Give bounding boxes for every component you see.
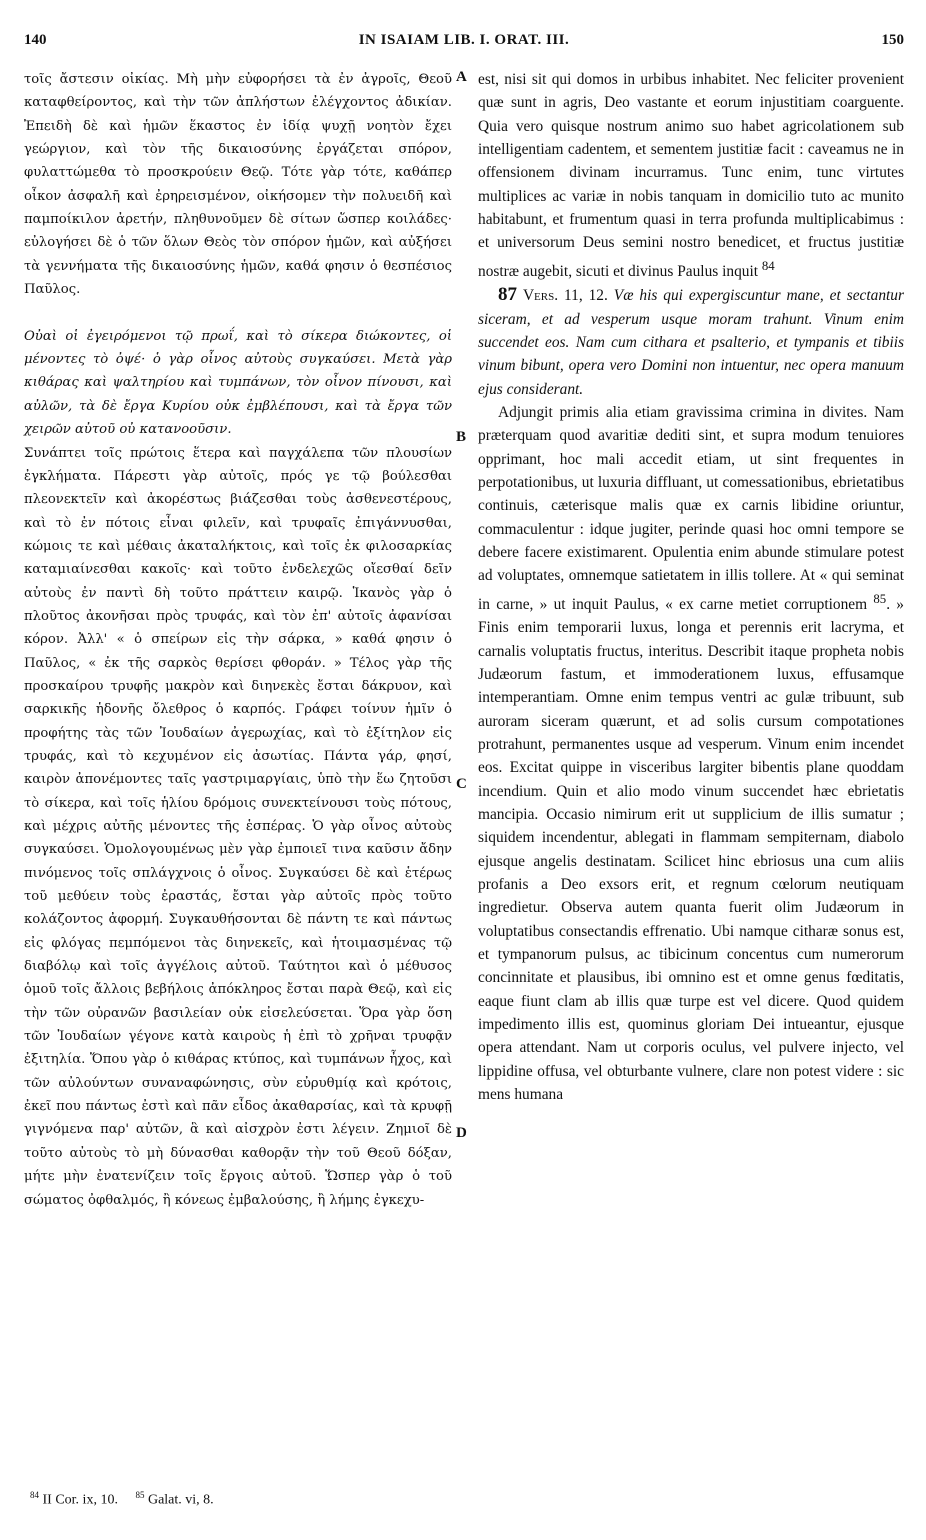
latin-lemma-text: Væ his qui expergiscuntur mane, et sectantur siceram, et ad vesperum usque moram trahunt. Vinum enim succendet eos. Nam cum cithara et psalterio, et tympanis et tibiis vinum bibunt, opera vero Domini non intuentur, nec opera manuum ejus considerant. (478, 287, 904, 398)
greek-paragraph-3: Συνάπτει τοῖς πρώτοις ἕτερα καὶ παγχάλεπα τῶν πλουσίων ἐγκλήματα. Πάρεστι γὰρ αὐτοῖς, πρός γε τῷ βούλεσθαι πλεονεκτεῖν καὶ ἀκορέστως βιάζεσθαι τοὺς ἀσθενεστέρους, καὶ τὸ ἐν πότοις εἶναι φιλεῖν, καὶ τρυφαῖς ἐπιγάννυσθαι, κώμοις τε καὶ μέθαις ἀκαταλήκτοις, καὶ τοῖς ἐκ φιλοσαρκίας καταμιαίνεσθαι κακοῖς· καὶ τοῦτο ἐνδελεχῶς οἴεσθαί δεῖν αὐτοὺς ἐν παντὶ δὴ τοῦτο πράττειν καιρῷ. Ἱκανὸς γὰρ ὁ πλοῦτος ἀκονῆσαι πρὸς τρυφάς, καὶ τὸν ἐπ' αὐτοῖς ἀφανίσαι κόρον. Ἀλλ' « ὁ σπείρων εἰς τὴν σάρκα, » καθά φησιν ὁ Παῦλος, « ἐκ τῆς σαρκὸς θερίσει φθοράν. » Τέλος γὰρ τῆς προσκαίρου τρυφῆς μακρὸν καὶ διηνεκὲς ἔσται δάκρυον, καὶ σαρκικῆς ἡδονῆς ὄλεθρος ὁ καρπός. Γράφει τοίνυν ἡμῖν ὁ προφήτης τὰς τῶν Ἰουδαίων ἀγερωχίας, καὶ τὸ ἐξίτηλον εἰς τρυφάς, καὶ τὸ κεχυμένον εἰς ἀσωτίας. Πάντα γάρ, φησί, καιρὸν ἀπονέμοντες ταῖς γαστριμαργίαις, ὑπὸ τὴν ἕω ζητοῦσι τὸ σίκερα, καὶ τοῖς ἡλίου δρόμοις συνεκτείνουσι τοὺς πότους, καὶ μέχρις αὐτῆς μένοντες τῆς ἑσπέρας. Ὁ γὰρ οἶνος αὐτοὺς συγκαύσει. Ὁμολογουμένως μὲν γὰρ ἐμποιεῖ τινα καῦσιν ἄδην πινόμενος τοῖς σπλάγχνοις ὁ οἶνος. Συγκαύσει δὲ καὶ ἑτέρως τοῦ μεθύειν τοὺς ἐραστάς, ἔσται γὰρ αὐτοῖς πρὸς τοῦτο κολάζοντος ἀφορμή. Συγκαυθήσονται δὲ πάντη τε καὶ πάντως εἰς φλόγας πεμπόμενοι τὰς διηνεκεῖς, καὶ ἡτοιμασμένας τῷ διαβόλῳ καὶ τοῖς ἀγγέλοις αὐτοῦ. Ταύτητοι καὶ ὁ μέθυσος ὁμοῦ τοῖς ἄλλοις βεβήλοις ἀπόκληρος ἔσται παρὰ Θεῷ, καὶ εἰς τὴν τῶν οὐρανῶν βασιλείαν οὐκ εἰσελεύσεται. Ὅρα γὰρ ὅση τῶν Ἰουδαίων γέγονε κατὰ καιροὺς ἡ ἐπὶ τὸ χρῆναι τρυφᾷν ἐξιτηλία. Ὅπου γὰρ ὁ κιθάρας κτύπος, καὶ τυμπάνων ἦχος, καὶ τῶν αὐλούντων συναναφώνησις, σὺν εὐρυθμίᾳ καὶ κρότοις, ἐκεῖ που πάντως ἐστὶ καὶ πᾶν εἶδος ἀκαθαρσίας, καὶ τὰ κρυφῇ γιγνόμενα παρ' αὐτῶν, ἃ καὶ αἰσχρὸν ἐστι λέγειν. Ζημιοῖ δὲ τοῦτο αὐτοὺς τὸ μὴ δύνασθαι καθορᾷν τὴν τοῦ Θεοῦ δόξαν, μήτε μὴν ἐνατενίζειν τοῖς ἔργοις αὐτοῦ. Ὥσπερ γὰρ ὁ τοῦ σώματος ὀφθαλμός, ἢ κόνεως ἐμβαλούσης, ἢ λήμης ἐγκεχυ- (24, 445, 452, 1208)
footnote-ref-84: 84 (761, 258, 775, 273)
greek-paragraph-1: τοῖς ἄστεσιν οἰκίας. Μὴ μὴν εὐφορήσει τὰ ἐν ἀγροῖς, Θεοῦ καταφθείροντος, καὶ τὴν τῶν ἀπλήστων ἐλέγχοντος ἀδικίαν. Ἐπειδὴ δὲ καὶ ἡμῶν ἕκαστος ἐν ἰδίᾳ ψυχῇ νοητὸν ἔχει γεώργιον, καὶ τὸν τῆς δικαιοσύνης ἐργάζεται σπόρον, φυλαττώμεθα τὸ προσκρούειν Θεῷ. Τότε γὰρ τότε, καθάπερ οἶκον ἀσφαλῆ καὶ ἐρηρεισμένον, οἰκήσομεν τὴν πολυειδῆ καὶ παμποίκιλον ἀρετήν, πληθυνοῦμεν δὲ σίτων ὥσπερ κοιλάδες· εὐλογήσει δὲ ὁ τῶν ὅλων Θεὸς τὸν σπόρον ἡμῶν, καὶ αὐξήσει τὰ γεννήματα τῆς δικαιοσύνης ἡμῶν, καθά φησιν ὁ θεσπέσιος Παῦλος. (24, 72, 452, 298)
latin-scripture-lemma (478, 283, 904, 401)
latin-paragraph-3a: Adjungit primis alia etiam gravissima crimina in divites. Nam præterquam quod avaritiæ dediti sint, et supra modum tenuiores opprimant, hoc mali accedit etiam, ut sint frequentes in perpotationibus, ut luxuria diffluant, ut comessationibus, ebrietatibus continuis, cæterisque malis quæ ex carnis libidine oriuntur, commaculentur : idque jugiter, perinde quasi hoc omni tempore se debere facere existimarent. Opulentia enim abunde stimulare potest ad voluptates, omnemque satietatem in illis tollere. At « qui seminat in carne, » ut inquit Paulus, « ex carne metiet corruptionem (478, 403, 904, 613)
footnote-84: II Cor. ix, 10. (42, 1492, 118, 1508)
footnote-ref-85: 85 (873, 591, 887, 606)
running-title: IN ISAIAM LIB. I. ORAT. III. (358, 32, 570, 48)
latin-paragraph-1 (478, 68, 904, 283)
margin-letter-c: C (456, 776, 467, 792)
page-number-right: 150 (881, 32, 904, 48)
latin-column (478, 68, 904, 1106)
margin-letter-b: B (456, 429, 467, 445)
latin-paragraph-1-text: est, nisi sit qui domos in urbibus inhabitet. Nec feliciter provenient quæ sunt in agris, Deo vastante et eorum injustitiam coarguente. Quia vero quisque nostrum animo suo habet agricolationem sub intelligentiam cadentem, et sementem justitiæ facit : caveamus ne in offensionem divinam incurramus. Tunc enim, tunc virtutes multiplices ac variæ in nobis tanquam in domicilio tuto ac munito habitabunt, et frumentum quasi in terra profunda multiplicabimus : et universorum Deus semini nostro benedicet, et fructus justitiæ nostræ augebit, sicuti et divinus Paulus inquit (478, 71, 904, 280)
footnote-85: Galat. vi, 8. (147, 1492, 214, 1508)
section-number: 87 (498, 284, 517, 306)
page-header (24, 32, 904, 56)
margin-letter-d: D (456, 1125, 467, 1141)
latin-paragraph-3 (478, 401, 904, 1106)
footnote-number-85: 85 (135, 1490, 145, 1500)
greek-column (24, 68, 452, 1212)
margin-letter-a: A (456, 69, 467, 85)
verse-label: Vers. (522, 287, 559, 305)
greek-scripture-lemma: Οὐαὶ οἱ ἐγειρόμενοι τῷ πρωΐ, καὶ τὸ σίκερα διώκοντες, οἱ μένοντες τὸ ὀψέ· ὁ γὰρ οἶνος αὐτοὺς συγκαύσει. Μετὰ γὰρ κιθάρας καὶ ψαλτηρίου καὶ τυμπάνων, τὸν οἶνον πίνουσι, καὶ αὐλῶν, τὰ δὲ ἔργα Κυρίου οὐκ ἐμβλέπουσι, καὶ τὰ ἔργα τῶν χειρῶν αὐτοῦ οὐ κατανοοῦσιν. (24, 328, 452, 438)
page-number-left: 140 (24, 32, 47, 48)
footnotes (30, 1490, 214, 1509)
latin-paragraph-3b: . » Finis enim temporarii luxus, longa et perennis erit lacryma, et carnalis voluptatis fructus, interitus. Describit itaque propheta nobis Judæorum fastum, et immoderationem luxus, effusamque intemperantiam. Omne enim tempus ventri ac gulæ tribuunt, sub auroram siceram quærunt, et ad solis cursum compotationes protrahunt, permanentes usque ad vesperum. Vinum enim incendet eos. Excitat quippe in visceribus largiter bibentis plane quoddam incendium. Quin et alio modo vinum succendet hæc ebrietatis mancipia. Occasio nimirum erit ut supplicium de illis sumatur ; siquidem incendentur, ablegati in flammam sempiternam, diabolo ejusque angelis destinatam. Scilicet hinc ebriosus una cum aliis profanis a Deo exsors erit, et regnum cœlorum neutiquam ingredietur. Observa autem quanta fuerit olim Judæorum in voluptatibus consectandis effrenatio. Ubi namque citharæ sonus est, et tympanorum pulsus, ac tibicinum concentus cum numerorum concinnitate et plausibus, ibi omnino est et omne genus fœditatis, eaque fiunt clam ab illis quæ turpe est vel dicere. Quod quidem impedimento illis est, quominus gloriam Dei intueantur, ejusque opera attendant. Nam ut corporis oculus, vel pulvere injecto, vel lippidine offusa, vel obturbante vulnere, clare non potest videre : sic mens humana (478, 595, 905, 1104)
footnote-number-84: 84 (30, 1490, 39, 1500)
verse-reference: 11, 12. (564, 287, 608, 305)
